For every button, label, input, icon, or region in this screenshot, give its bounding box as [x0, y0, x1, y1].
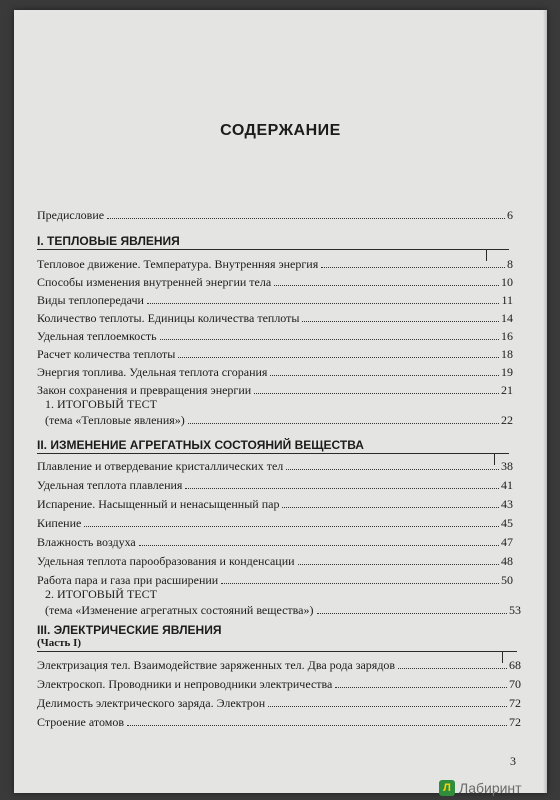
- leader-dots: [270, 375, 499, 376]
- toc-entry-page: 14: [501, 311, 513, 325]
- book-page: [14, 10, 547, 796]
- section-heading-1: I. ТЕПЛОВЫЕ ЯВЛЕНИЯ: [37, 234, 180, 248]
- toc-entry-page: 6: [507, 208, 513, 222]
- section-rule: [37, 249, 509, 250]
- toc-entry-text: Закон сохранения и превращения энергии: [37, 383, 252, 397]
- page-number: 3: [510, 754, 516, 768]
- toc-test-2: [45, 603, 521, 617]
- leader-dots: [185, 488, 499, 489]
- leader-dots: [321, 267, 505, 268]
- leader-dots: [107, 218, 505, 219]
- toc-entry-page: 43: [501, 497, 513, 511]
- toc-entry-page: 38: [501, 459, 513, 473]
- toc-entry-text: Испарение. Насыщенный и ненасыщенный пар: [37, 497, 280, 511]
- toc-entry-text: Строение атомов: [37, 715, 125, 729]
- toc-entry-text: Расчет количества теплоты: [37, 347, 176, 361]
- leader-dots: [221, 583, 499, 584]
- toc-entry-page: 10: [501, 275, 513, 289]
- leader-dots: [160, 339, 499, 340]
- toc-entry-text: Влажность воздуха: [37, 535, 136, 549]
- toc-entry-text: Удельная теплота парообразования и конденсации: [37, 554, 295, 568]
- leader-dots: [282, 507, 499, 508]
- toc-entry-page: 16: [501, 329, 513, 343]
- toc-entry-text: Плавление и отвердевание кристаллических тел: [37, 459, 284, 473]
- leader-dots: [147, 303, 500, 304]
- toc-entry-page: 19: [501, 365, 513, 379]
- toc-entry-text: (тема «Изменение агрегатных состояний вещества»): [45, 603, 314, 617]
- toc-entry: [37, 478, 513, 492]
- toc-entry: [37, 516, 513, 530]
- leader-dots: [298, 564, 499, 565]
- toc-entry: [37, 497, 513, 511]
- test-title-1: 1. ИТОГОВЫЙ ТЕСТ: [45, 397, 157, 411]
- toc-entry-text: (тема «Тепловые явления»): [45, 413, 185, 427]
- toc-entry: [37, 347, 513, 361]
- toc-entry-page: 47: [501, 535, 513, 549]
- leader-dots: [268, 706, 507, 707]
- toc-entry-page: 22: [501, 413, 513, 427]
- toc-entry-text: Виды теплопередачи: [37, 293, 144, 307]
- leader-dots: [302, 321, 499, 322]
- toc-entry: [37, 383, 513, 397]
- toc-entry-text: Электроскоп. Проводники и непроводники электричества: [37, 677, 333, 691]
- toc-entry-page: 45: [501, 516, 513, 530]
- toc-entry-text: Электризация тел. Взаимодействие заряженных тел. Два рода зарядов: [37, 658, 396, 672]
- leader-dots: [254, 393, 499, 394]
- toc-entry-page: 8: [507, 257, 513, 271]
- toc-entry-page: 21: [501, 383, 513, 397]
- toc-entry-text: Работа пара и газа при расширении: [37, 573, 219, 587]
- leader-dots: [317, 613, 508, 614]
- leader-dots: [398, 668, 507, 669]
- section-rule: [37, 651, 517, 652]
- page-title: СОДЕРЖАНИЕ: [220, 122, 341, 139]
- toc-entry-text: Кипение: [37, 516, 82, 530]
- toc-entry-page: 41: [501, 478, 513, 492]
- toc-entry: [37, 573, 513, 587]
- toc-entry: [37, 311, 513, 325]
- leader-dots: [286, 469, 499, 470]
- toc-entry: [37, 275, 513, 289]
- toc-entry-text: Способы изменения внутренней энергии тела: [37, 275, 272, 289]
- toc-entry-page: 18: [501, 347, 513, 361]
- toc-entry-page: 11: [501, 293, 513, 307]
- toc-entry: [37, 293, 513, 307]
- toc-entry-page: 72: [509, 715, 521, 729]
- toc-entry: [37, 658, 521, 672]
- leader-dots: [139, 545, 499, 546]
- toc-entry-text: Удельная теплоемкость: [37, 329, 157, 343]
- toc-entry: [37, 554, 513, 568]
- toc-entry-page: 53: [509, 603, 521, 617]
- toc-entry-text: Предисловие: [37, 208, 105, 222]
- toc-entry-page: 68: [509, 658, 521, 672]
- toc-entry: [37, 257, 513, 271]
- toc-entry-text: Удельная теплота плавления: [37, 478, 183, 492]
- leader-dots: [335, 687, 507, 688]
- toc-preface: [37, 208, 513, 222]
- toc-entry: [37, 535, 513, 549]
- toc-entry: [37, 677, 521, 691]
- toc-entry-text: Делимость электрического заряда. Электрон: [37, 696, 266, 710]
- toc-entry: [37, 459, 513, 473]
- section-rule: [37, 453, 509, 454]
- toc-entry: [37, 365, 513, 379]
- toc-test-1: [45, 413, 513, 427]
- toc-entry: [37, 329, 513, 343]
- toc-entry-text: Тепловое движение. Температура. Внутренняя энергия: [37, 257, 319, 271]
- watermark-text: Лабиринт: [459, 780, 522, 796]
- section-heading-2: II. ИЗМЕНЕНИЕ АГРЕГАТНЫХ СОСТОЯНИЙ ВЕЩЕСТВА: [37, 438, 364, 452]
- toc-entry-text: Количество теплоты. Единицы количества теплоты: [37, 311, 300, 325]
- watermark-logo: [439, 780, 522, 796]
- section-part-label: (Часть I): [37, 637, 82, 649]
- leader-dots: [178, 357, 499, 358]
- leader-dots: [188, 423, 499, 424]
- toc-entry-page: 50: [501, 573, 513, 587]
- section-heading-3: III. ЭЛЕКТРИЧЕСКИЕ ЯВЛЕНИЯ: [37, 623, 222, 637]
- toc-entry-page: 72: [509, 696, 521, 710]
- toc-entry: [37, 696, 521, 710]
- leader-dots: [274, 285, 499, 286]
- toc-entry-page: 48: [501, 554, 513, 568]
- toc-entry-text: Энергия топлива. Удельная теплота сгорания: [37, 365, 268, 379]
- leader-dots: [127, 725, 507, 726]
- leader-dots: [84, 526, 499, 527]
- labirint-logo-icon: Л: [439, 780, 455, 796]
- toc-entry: [37, 715, 521, 729]
- test-title-2: 2. ИТОГОВЫЙ ТЕСТ: [45, 587, 157, 601]
- toc-entry-page: 70: [509, 677, 521, 691]
